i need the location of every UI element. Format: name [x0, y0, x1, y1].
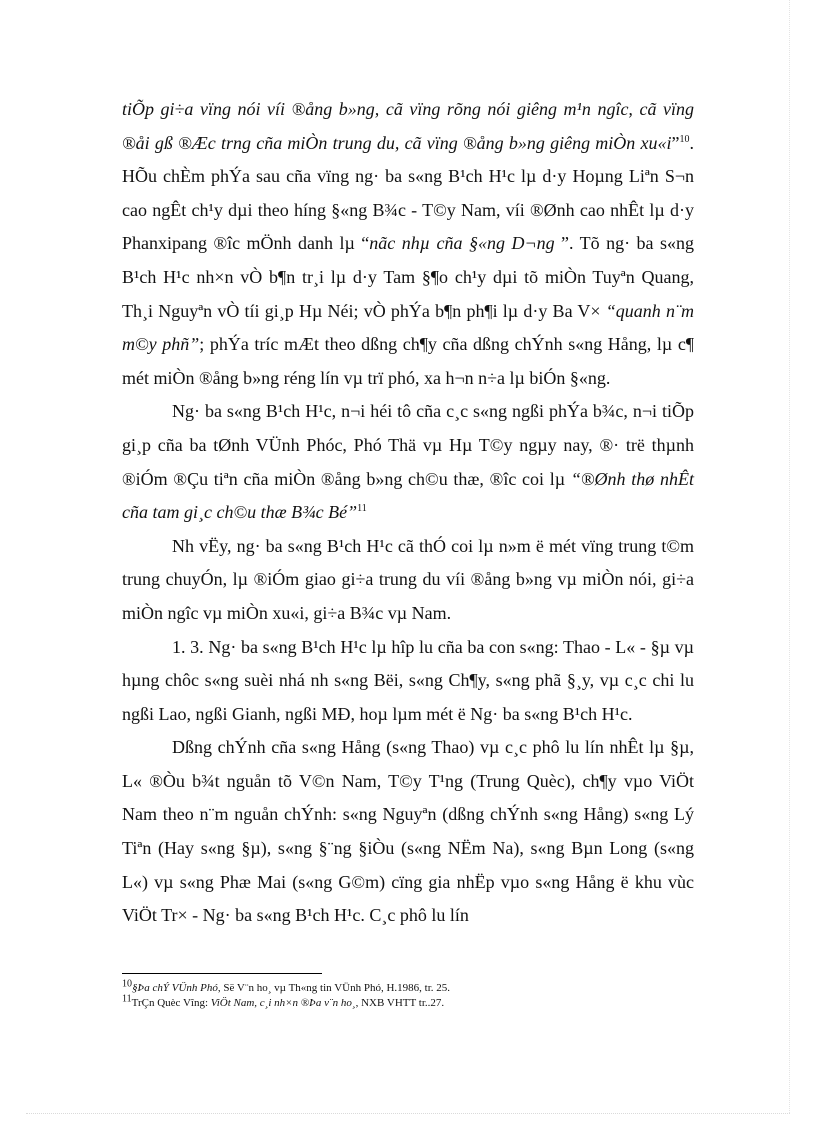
footnote-number: 11: [122, 993, 132, 1005]
italic-quote: nãc nhµ cña §«ng D¬ng: [369, 233, 555, 254]
footnote-number: 10: [122, 978, 132, 990]
body-text: [122, 93, 694, 933]
paragraph-3: [122, 530, 694, 631]
paragraph-text: . HÕu chÈm phÝa sau cña vïng ng· ba s«ng B¹ch H¹c lµ d·y Hoµng Liªn S¬n cao ngÊt ch¹y dµi theo híng §«ng B¾c - T©y Nam, víi ®Ønh cao nhÊt lµ d·y Phanxipang ®îc mÖnh danh lµ “: [122, 132, 694, 254]
paragraph-text: Dßng chÝnh cña s«ng Hång (s«ng Thao) vµ c¸c phô lu lín nhÊt lµ §µ, L« ®Òu b¾t nguån tõ V©n Nam, T©y T¹ng (Trung Quèc), ch¶y vµo ViÖt Nam theo n¨m nguån chÝnh: s«ng Nguyªn (dßng chÝnh s«ng Hång) s«ng Lý Tiªn (Hay s«ng §µ), s«ng §¨ng §iÒu (s«ng NËm Na), s«ng Bµn Long (s«ng L«) vµ s«ng Phæ Mai (s«ng G©m) cïng gia nhËp vµo s«ng Hång ë khu vùc ViÖt Tr× - Ng· ba s«ng B¹ch H¹c. C¸c phô lu lín: [122, 737, 694, 926]
paragraph-4: [122, 631, 694, 732]
paragraph-text: ”. Tõ ng· ba s«ng B¹ch H¹c nh×n vÒ b¶n tr¸i lµ d·y Tam §¶o ch¹y dµi tõ miÒn Tuyªn Quang, Th¸i Nguyªn vÒ tíi gi¸p Hµ Néi; vÒ phÝa b¶n ph¶i lµ d·y Ba V×: [122, 233, 695, 321]
paragraph-text: Nh vËy, ng· ba s«ng B¹ch H¹c cã thÓ coi lµ n»m ë mét vïng trung t©m trung chuyÓn, lµ ®iÓm giao gi÷a trung du víi ®ång b»ng vµ miÒn nói, gi÷a miÒn ngîc vµ miÒn xu«i, gi÷a B¾c vµ Nam.: [122, 535, 694, 623]
italic-quote: tiÕp gi÷a vïng nói víi ®ång b»ng, cã vïng rõng nói giêng m¹n ngîc, cã vïng ®åi gß ®Æc trng cña miÒn trung du, cã vïng ®ång b»ng giêng miÒn xu«i: [122, 99, 694, 153]
paragraph-5: [122, 731, 694, 933]
footnote-title: §Þa chÝ VÜnh Phó: [132, 982, 218, 994]
italic-quote: “®Ønh thø nhÊt cña tam gi¸c ch©u thæ B¾c Bé”: [122, 468, 695, 523]
footnote-separator: [122, 973, 322, 974]
footnote-10: [122, 978, 694, 996]
paragraph-text: 1. 3. Ng· ba s«ng B¹ch H¹c lµ hîp lu cña ba con s«ng: Thao - L« - §µ vµ hµng chôc s«ng suèi nhá nh s«ng Bëi, s«ng Ch¶y, s«ng phã §¸y, vµ c¸c chi lu ngßi Lao, ngßi Gianh, ngßi MÐ, hoµ lµm mét ë Ng· ba s«ng B¹ch H¹c.: [122, 636, 694, 724]
footnote-ref-11[interactable]: 11: [357, 503, 367, 515]
footnote-author: TrÇn Quèc Vîng:: [131, 997, 211, 1009]
paragraph-2: [122, 395, 694, 529]
paragraph-1: [122, 93, 694, 395]
paragraph-text: Ng· ba s«ng B¹ch H¹c, n¬i héi tô cña c¸c s«ng ngßi phÝa b¾c, n¬i tiÕp gi¸p cña ba tØnh VÜnh Phóc, Phó Thä vµ Hµ T©y ngµy nay, ®· trë thµnh ®iÓm ®Çu tiªn cña miÒn ®ång b»ng ch©u thæ, ®îc coi lµ: [122, 401, 694, 489]
footnote-text: , Së V¨n ho¸ vµ Th«ng tin VÜnh Phó, H.1986, tr. 25.: [217, 982, 451, 994]
footnote-11: [122, 993, 694, 1011]
footnote-text: , NXB VHTT tr..27.: [355, 997, 445, 1009]
page-right-border: [789, 0, 790, 1113]
close-quote: ”: [671, 132, 680, 153]
footnote-ref-10[interactable]: 10: [679, 133, 690, 145]
paragraph-text: ; phÝa tríc mÆt theo dßng ch¶y cña dßng chÝnh s«ng Hång, lµ c¶ mét miÒn ®ång b»ng réng lín vµ trï phó, xa h¬n n÷a lµ biÓn §«ng.: [122, 334, 694, 388]
page-bottom-border: [26, 1113, 790, 1114]
italic-quote: “quanh n¨m m©y phñ”: [122, 300, 694, 355]
footnote-title: ViÖt Nam, c¸i nh×n ®Þa v¨n ho¸: [210, 997, 356, 1009]
footnotes: [122, 978, 694, 1011]
